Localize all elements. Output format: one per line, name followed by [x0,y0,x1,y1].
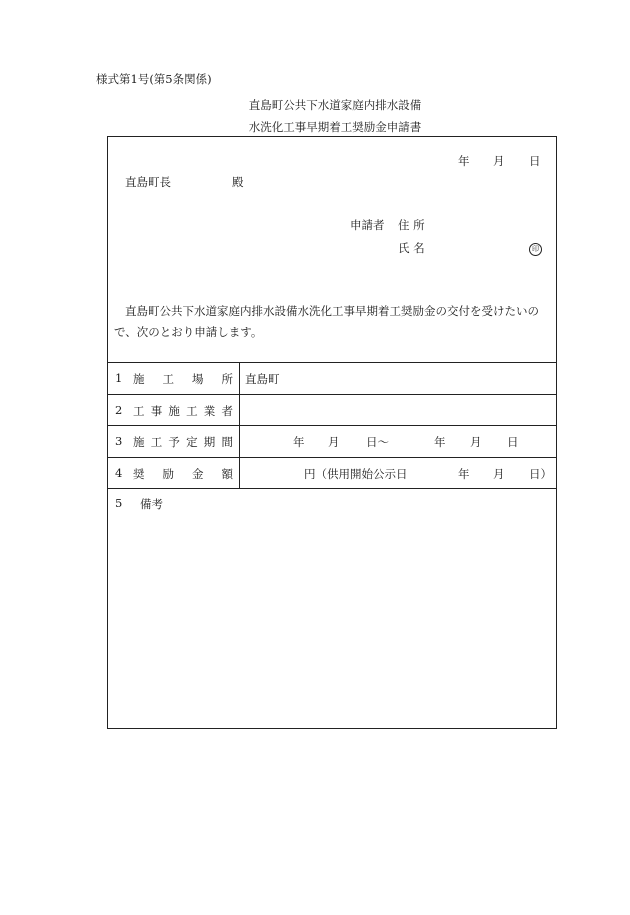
date-day-label: 日 [529,154,541,168]
seal-mark [529,240,542,256]
column-divider [239,362,240,488]
subsidy-yen-and-notice-label[interactable]: 円（供用開始公示日 [304,467,408,481]
period-end-year[interactable]: 年 [434,435,446,449]
row-divider [108,488,556,489]
remarks-number: 5 [115,496,123,510]
row-2-number: 2 [115,403,123,417]
row-1-number: 1 [115,371,123,385]
form-number-label: 様式第1号(第5条関係) [96,72,212,86]
period-start-day[interactable]: 日～ [366,435,389,449]
form-title-line-2: 水洗化工事早期着工奨励金申請書 [248,120,422,134]
body-text-line-2: で、次のとおり申請します。 [114,325,263,339]
applicant-address-label: 住 所 [398,218,425,232]
notice-month[interactable]: 月 [493,467,505,481]
seal-icon: 印 [529,243,542,256]
applicant-name-label: 氏 名 [398,241,425,255]
addressee-name: 直島町長 [125,175,171,189]
notice-year[interactable]: 年 [458,467,470,481]
row-4-number: 4 [115,466,123,480]
row-divider [108,394,556,395]
period-end-day[interactable]: 日 [507,435,519,449]
date-month-label: 月 [493,154,505,168]
row-divider [108,457,556,458]
period-end-month[interactable]: 月 [470,435,482,449]
addressee-honorific: 殿 [232,175,244,189]
notice-day[interactable]: 日） [529,467,552,481]
period-start-month[interactable]: 月 [328,435,340,449]
remarks-label: 備考 [140,497,163,511]
row-2-label: 工事施工業者 [133,404,233,418]
row-4-label: 奨 励 金 額 [133,467,233,481]
date-year-label: 年 [458,154,470,168]
applicant-label: 申請者 [350,218,385,232]
construction-site-value[interactable]: 直島町 [245,372,280,386]
row-3-label: 施工予定期間 [133,435,233,449]
row-1-label: 施 工 場 所 [133,372,233,386]
row-divider [108,362,556,363]
row-3-number: 3 [115,434,123,448]
body-text-line-1: 直島町公共下水道家庭内排水設備水洗化工事早期着工奨励金の交付を受けたいの [125,304,539,318]
application-form-box [107,136,557,729]
form-title-line-1: 直島町公共下水道家庭内排水設備 [248,98,422,112]
row-divider [108,425,556,426]
contractor-value[interactable] [245,403,545,417]
period-start-year[interactable]: 年 [293,435,305,449]
